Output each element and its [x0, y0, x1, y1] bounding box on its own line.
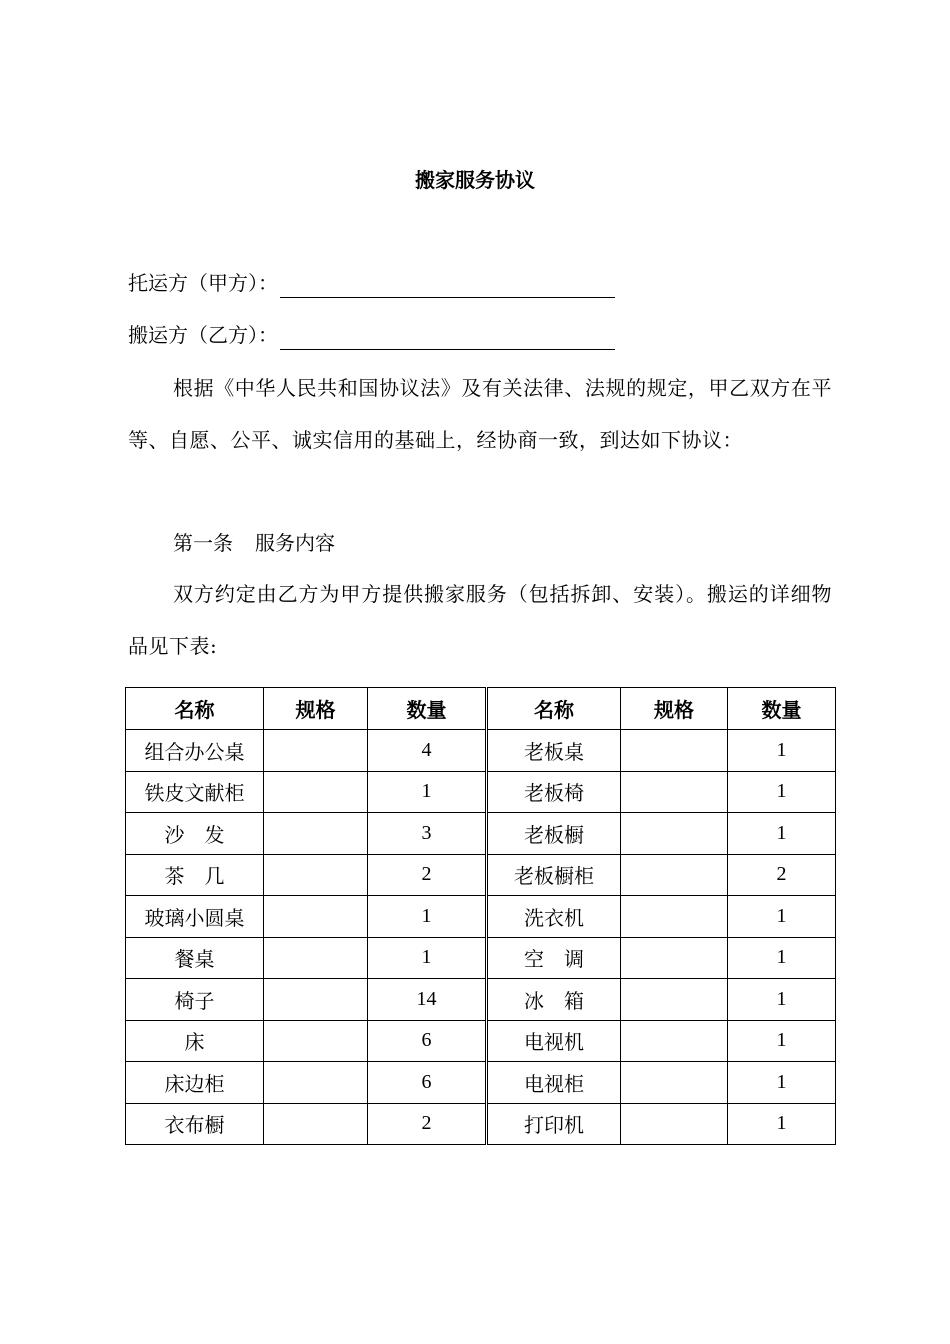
item-quantity-cell: 4	[368, 730, 487, 772]
item-name-cell: 打印机	[487, 1103, 621, 1145]
item-name-cell: 玻璃小圆桌	[126, 896, 264, 938]
item-quantity-cell: 6	[368, 1062, 487, 1104]
item-spec-cell	[264, 1062, 368, 1104]
item-quantity-cell: 1	[728, 771, 836, 813]
clause-1-heading	[173, 528, 335, 558]
table-row	[126, 730, 836, 772]
table-row	[126, 979, 836, 1021]
page-title: 搬家服务协议	[415, 168, 535, 192]
item-quantity-cell: 1	[728, 1103, 836, 1145]
item-name-cell: 老板桌	[487, 730, 621, 772]
item-name-cell: 老板橱	[487, 813, 621, 855]
item-name-cell: 老板椅	[487, 771, 621, 813]
item-spec-cell	[621, 771, 728, 813]
item-name-cell: 电视机	[487, 1020, 621, 1062]
header-name: 名称	[126, 688, 264, 730]
items-table	[125, 687, 836, 1145]
item-spec-cell	[621, 1020, 728, 1062]
table-row	[126, 813, 836, 855]
item-quantity-cell: 1	[728, 937, 836, 979]
item-name-cell: 空 调	[487, 937, 621, 979]
header-spec: 规格	[264, 688, 368, 730]
item-name-cell: 床	[126, 1020, 264, 1062]
item-name-cell: 老板橱柜	[487, 854, 621, 896]
header-quantity: 数量	[728, 688, 836, 730]
item-spec-cell	[621, 1062, 728, 1104]
item-name-cell: 铁皮文献柜	[126, 771, 264, 813]
party-a-line	[128, 268, 615, 298]
item-spec-cell	[264, 771, 368, 813]
item-spec-cell	[264, 896, 368, 938]
item-quantity-cell: 1	[728, 813, 836, 855]
party-b-line	[128, 320, 615, 350]
table-header-row	[126, 688, 836, 730]
item-name-cell: 组合办公桌	[126, 730, 264, 772]
table-row	[126, 771, 836, 813]
item-name-cell: 冰 箱	[487, 979, 621, 1021]
item-spec-cell	[264, 730, 368, 772]
party-b-label: 搬运方（乙方）：	[128, 323, 278, 347]
item-name-cell: 茶 几	[126, 854, 264, 896]
item-spec-cell	[621, 937, 728, 979]
party-a-blank-field[interactable]	[280, 273, 615, 298]
header-quantity: 数量	[368, 688, 487, 730]
clause-1-body: 双方约定由乙方为甲方提供搬家服务（包括拆卸、安装）。搬运的详细物品见下表:	[128, 582, 832, 658]
item-name-cell: 椅子	[126, 979, 264, 1021]
item-name-cell: 床边柜	[126, 1062, 264, 1104]
item-name-cell: 餐桌	[126, 937, 264, 979]
item-name-cell: 衣布橱	[126, 1103, 264, 1145]
item-quantity-cell: 1	[728, 1062, 836, 1104]
item-spec-cell	[621, 854, 728, 896]
item-quantity-cell: 2	[368, 854, 487, 896]
item-quantity-cell: 1	[368, 896, 487, 938]
party-b-blank-field[interactable]	[280, 325, 615, 350]
item-quantity-cell: 2	[728, 854, 836, 896]
intro-paragraph: 根据《中华人民共和国协议法》及有关法律、法规的规定，甲乙双方在平等、自愿、公平、诚实信用的基础上，经协商一致，到达如下协议：	[128, 376, 832, 452]
item-quantity-cell: 2	[368, 1103, 487, 1145]
item-spec-cell	[621, 1103, 728, 1145]
item-quantity-cell: 14	[368, 979, 487, 1021]
item-spec-cell	[264, 979, 368, 1021]
table-row	[126, 896, 836, 938]
item-quantity-cell: 1	[728, 896, 836, 938]
item-spec-cell	[621, 979, 728, 1021]
item-quantity-cell: 1	[368, 771, 487, 813]
item-spec-cell	[264, 813, 368, 855]
item-quantity-cell: 1	[728, 730, 836, 772]
table-row	[126, 854, 836, 896]
table-row	[126, 1020, 836, 1062]
item-spec-cell	[264, 854, 368, 896]
clause-1-number: 第一条	[173, 531, 233, 555]
item-spec-cell	[264, 937, 368, 979]
table-row	[126, 937, 836, 979]
clause-1-title: 服务内容	[255, 531, 335, 555]
header-name: 名称	[487, 688, 621, 730]
item-quantity-cell: 1	[368, 937, 487, 979]
item-name-cell: 洗衣机	[487, 896, 621, 938]
item-name-cell: 沙 发	[126, 813, 264, 855]
party-a-label: 托运方（甲方）：	[128, 271, 278, 295]
item-quantity-cell: 6	[368, 1020, 487, 1062]
item-quantity-cell: 1	[728, 1020, 836, 1062]
item-name-cell: 电视柜	[487, 1062, 621, 1104]
table-row	[126, 1103, 836, 1145]
item-spec-cell	[621, 896, 728, 938]
header-spec: 规格	[621, 688, 728, 730]
item-quantity-cell: 1	[728, 979, 836, 1021]
item-spec-cell	[264, 1103, 368, 1145]
item-quantity-cell: 3	[368, 813, 487, 855]
item-spec-cell	[621, 730, 728, 772]
table-row	[126, 1062, 836, 1104]
item-spec-cell	[621, 813, 728, 855]
item-spec-cell	[264, 1020, 368, 1062]
